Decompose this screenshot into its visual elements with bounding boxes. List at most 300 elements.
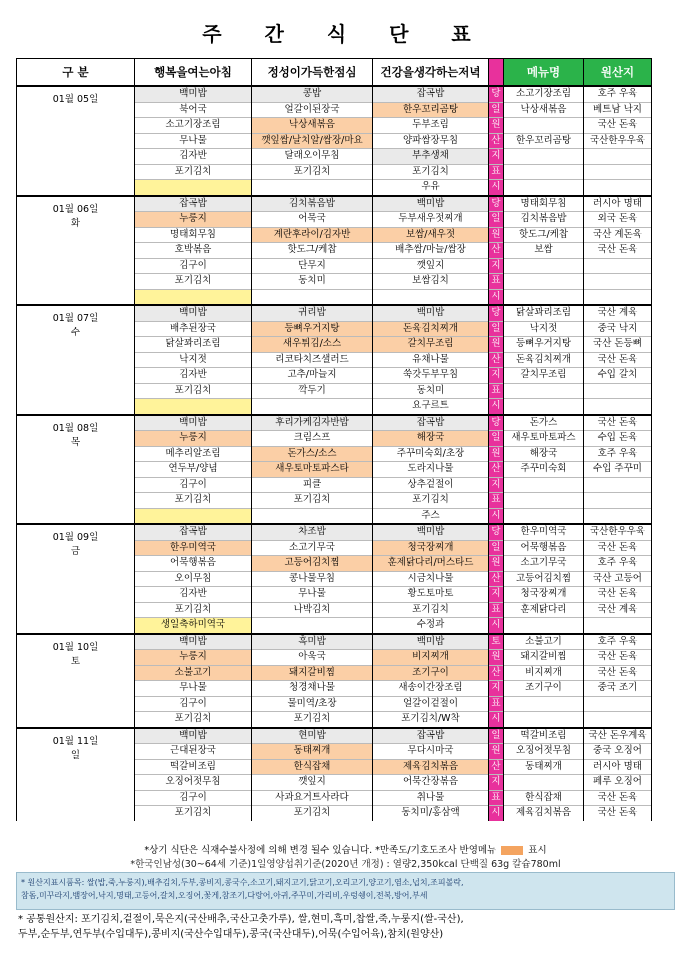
breakfast-item: 포기김치	[135, 383, 252, 399]
breakfast-item: 떡갈비조림	[135, 759, 252, 775]
breakfast-item: 잡곡밥	[135, 196, 252, 212]
day-date: 01월 10일	[52, 641, 99, 653]
origin-country: 국산 돈육	[584, 540, 652, 556]
origin-country: 수입 갈치	[584, 368, 652, 384]
origin-country	[584, 164, 652, 180]
dinner-item: 보쌈김치	[373, 274, 489, 290]
lunch-item: 새우튀김/소스	[252, 337, 373, 353]
side-label: 시	[489, 289, 504, 305]
side-label: 지	[489, 258, 504, 274]
dinner-item: 배추쌈/마늘/쌈장	[373, 243, 489, 259]
origin-country: 국산 계육	[584, 305, 652, 321]
dinner-item: 쑥갓두부무침	[373, 368, 489, 384]
side-label: 일	[489, 102, 504, 118]
header-dinner: 건강을생각하는저녁	[373, 59, 489, 87]
lunch-item: 동치미	[252, 274, 373, 290]
origin-country: 국산한우우육	[584, 524, 652, 540]
origin-menu-name	[504, 775, 584, 791]
lunch-item	[252, 618, 373, 634]
origin-menu-name: 한식잡채	[504, 790, 584, 806]
lunch-item: 새우토마토파스타	[252, 462, 373, 478]
breakfast-item: 북어국	[135, 102, 252, 118]
origin-menu-name: 핫도그/케찹	[504, 227, 584, 243]
day-date-cell	[17, 415, 135, 525]
origin-menu-name: 훈제닭다리	[504, 602, 584, 618]
breakfast-item: 포기김치	[135, 164, 252, 180]
lunch-item: 콩밥	[252, 86, 373, 102]
breakfast-item: 김구이	[135, 258, 252, 274]
dinner-item: 제육김치볶음	[373, 759, 489, 775]
lunch-item: 후리가케김자반밥	[252, 415, 373, 431]
side-label: 원	[489, 337, 504, 353]
side-label: 원	[489, 118, 504, 134]
breakfast-item: 김구이	[135, 696, 252, 712]
breakfast-item: 생일축하미역국	[135, 618, 252, 634]
lunch-item: 어묵국	[252, 212, 373, 228]
side-label: 산	[489, 133, 504, 149]
dinner-item: 깻잎지	[373, 258, 489, 274]
lunch-item: 나박김치	[252, 602, 373, 618]
origin-menu-name: 낙지젓	[504, 321, 584, 337]
origin-menu-name: 청국장찌개	[504, 587, 584, 603]
lunch-item: 피클	[252, 477, 373, 493]
side-label: 지	[489, 681, 504, 697]
breakfast-item: 호박볶음	[135, 243, 252, 259]
dinner-item: 비지찌개	[373, 650, 489, 666]
origin-country	[584, 383, 652, 399]
breakfast-item: 백미밥	[135, 415, 252, 431]
origin-country: 호주 우육	[584, 86, 652, 102]
origin-country	[584, 258, 652, 274]
lunch-item: 얼갈이된장국	[252, 102, 373, 118]
origin-menu-name: 제육김치볶음	[504, 806, 584, 821]
origin-country: 국산 계돈육	[584, 227, 652, 243]
side-label: 시	[489, 806, 504, 821]
lunch-item	[252, 180, 373, 196]
breakfast-item	[135, 180, 252, 196]
side-label: 원	[489, 556, 504, 572]
breakfast-item: 무나물	[135, 133, 252, 149]
side-label: 일	[489, 728, 504, 744]
origin-country	[584, 180, 652, 196]
common-origin-line-2: 두부,순두부,연두부(수입대두),콩비지(국산수입대두),콩국(국산대두),어묵(수입어육),참치(원양산)	[18, 929, 444, 940]
origin-menu-name: 돈가스	[504, 415, 584, 431]
header-lunch: 정성이가득한점심	[252, 59, 373, 87]
breakfast-item: 한우미역국	[135, 540, 252, 556]
origin-country: 중국 조기	[584, 681, 652, 697]
breakfast-item: 잡곡밥	[135, 524, 252, 540]
breakfast-item: 포기김치	[135, 712, 252, 728]
dinner-item: 한우꼬리곰탕	[373, 102, 489, 118]
lunch-item: 현미밥	[252, 728, 373, 744]
lunch-item	[252, 399, 373, 415]
breakfast-item: 포기김치	[135, 274, 252, 290]
side-label: 원	[489, 650, 504, 666]
day-date: 01월 05일	[52, 94, 99, 105]
origin-menu-name	[504, 477, 584, 493]
breakfast-item: 명태회무침	[135, 227, 252, 243]
origin-country: 호주 우육	[584, 556, 652, 572]
origin-country: 호주 우육	[584, 446, 652, 462]
breakfast-item: 백미밥	[135, 86, 252, 102]
origin-country	[584, 289, 652, 305]
origin-menu-name: 낙상새볶음	[504, 102, 584, 118]
dinner-item: 조기구이	[373, 665, 489, 681]
table-row	[17, 524, 652, 540]
page-title: 주 간 식 단 표	[202, 22, 489, 46]
dinner-item: 갈치무조림	[373, 337, 489, 353]
weekly-menu-table	[16, 58, 652, 821]
day-date-cell	[17, 634, 135, 728]
dinner-item: 수정과	[373, 618, 489, 634]
header-origin: 원산지	[584, 59, 652, 87]
dinner-item: 부추생채	[373, 149, 489, 165]
origin-country: 중국 오징어	[584, 744, 652, 760]
side-label: 산	[489, 243, 504, 259]
dinner-item: 포기김치	[373, 493, 489, 509]
day-weekday: 목	[70, 436, 81, 448]
origin-menu-name	[504, 274, 584, 290]
day-date: 01월 07일	[52, 313, 99, 324]
day-date: 01월 08일	[52, 422, 99, 434]
side-label: 시	[489, 508, 504, 524]
breakfast-item: 김자반	[135, 368, 252, 384]
side-label: 원	[489, 446, 504, 462]
origin-items-line-1: * 원산지표시품목: 쌀(밥,죽,누룽지),배추김치,두부,콩비지,콩국수,소고기,돼지고기,닭고기,오리고기,양고기,염소,넙치,조피볼락,	[21, 878, 464, 887]
side-label: 일	[489, 212, 504, 228]
lunch-item: 달래오이무침	[252, 149, 373, 165]
side-label: 산	[489, 759, 504, 775]
origin-country	[584, 712, 652, 728]
lunch-item: 깍두기	[252, 383, 373, 399]
origin-country: 국산 돈육	[584, 790, 652, 806]
side-label: 지	[489, 775, 504, 791]
origin-menu-name	[504, 118, 584, 134]
origin-menu-name	[504, 618, 584, 634]
side-label: 시	[489, 618, 504, 634]
breakfast-item: 포기김치	[135, 602, 252, 618]
dinner-item: 보쌈/새우젓	[373, 227, 489, 243]
side-label: 지	[489, 587, 504, 603]
origin-country: 국산 돈육	[584, 118, 652, 134]
origin-country: 중국 낙지	[584, 321, 652, 337]
origin-menu-name: 오징어젓무침	[504, 744, 584, 760]
origin-menu-name	[504, 289, 584, 305]
lunch-item: 아욱국	[252, 650, 373, 666]
breakfast-item: 김구이	[135, 790, 252, 806]
breakfast-item: 백미밥	[135, 634, 252, 650]
lunch-item	[252, 289, 373, 305]
origin-country	[584, 149, 652, 165]
origin-menu-name: 한우미역국	[504, 524, 584, 540]
origin-country	[584, 274, 652, 290]
dinner-item: 포기김치/W착	[373, 712, 489, 728]
side-label: 표	[489, 602, 504, 618]
change-notice-text: *상기 식단은 식재수불사정에 의해 변경 될수 있습니다. *만족도/기호도조사 반영메뉴	[144, 845, 497, 856]
breakfast-item: 근대된장국	[135, 744, 252, 760]
side-label: 표	[489, 164, 504, 180]
breakfast-item: 누룽지	[135, 212, 252, 228]
lunch-item: 무나물	[252, 587, 373, 603]
dinner-item: 돈육김치찌개	[373, 321, 489, 337]
origin-menu-name: 돈육김치찌개	[504, 352, 584, 368]
origin-country: 베트남 낙지	[584, 102, 652, 118]
lunch-item: 고등어김치찜	[252, 556, 373, 572]
lunch-item: 리코타치즈샐러드	[252, 352, 373, 368]
dinner-item: 주스	[373, 508, 489, 524]
lunch-item: 소고기무국	[252, 540, 373, 556]
breakfast-item: 소고기장조림	[135, 118, 252, 134]
origin-menu-name: 닭살꽈리조림	[504, 305, 584, 321]
dinner-item: 동치미/홍삼액	[373, 806, 489, 821]
dinner-item: 시금치나물	[373, 571, 489, 587]
lunch-item: 깻잎지	[252, 775, 373, 791]
origin-country: 호주 우육	[584, 634, 652, 650]
lunch-item: 돈가스/소스	[252, 446, 373, 462]
origin-country: 페루 오징어	[584, 775, 652, 791]
origin-menu-name: 보쌈	[504, 243, 584, 259]
dinner-item: 백미밥	[373, 196, 489, 212]
day-date: 01월 11일	[52, 735, 99, 747]
breakfast-item: 오이무침	[135, 571, 252, 587]
origin-menu-name	[504, 399, 584, 415]
table-row	[17, 305, 652, 321]
lunch-item: 핫도그/케찹	[252, 243, 373, 259]
day-date-cell	[17, 196, 135, 306]
lunch-item: 동태찌개	[252, 744, 373, 760]
side-label: 당	[489, 305, 504, 321]
origin-menu-name: 조기구이	[504, 681, 584, 697]
origin-country: 러시아 명태	[584, 759, 652, 775]
lunch-item: 깻잎쌈/날치알/쌈장/마요	[252, 133, 373, 149]
day-weekday: 수	[70, 327, 81, 338]
side-label: 시	[489, 712, 504, 728]
lunch-item: 사과요거트사라다	[252, 790, 373, 806]
footnote-nutrition: *한국인남성(30~64세 기준)1일영양섭취기준(2020년 개정) : 열량2,350kcal 단백질 63g 칼슘780ml	[130, 859, 561, 870]
dinner-item: 어묵간장볶음	[373, 775, 489, 791]
side-label: 당	[489, 524, 504, 540]
origin-menu-name	[504, 258, 584, 274]
lunch-item: 한식잡채	[252, 759, 373, 775]
origin-country: 국산 고등어	[584, 571, 652, 587]
lunch-item: 등뼈우거지탕	[252, 321, 373, 337]
origin-menu-name: 새우토마토파스	[504, 431, 584, 447]
side-label: 일	[489, 540, 504, 556]
dinner-item: 양파쌈장무침	[373, 133, 489, 149]
breakfast-item: 메추리알조림	[135, 446, 252, 462]
day-date-cell	[17, 524, 135, 634]
origin-menu-name: 소고기무국	[504, 556, 584, 572]
common-origin-line-1: * 공통원산지: 포기김치,겉절이,묵은지(국산배추,국산고춧가루), 쌀,현미,흑미,찹쌀,죽,누룽지(쌀-국산),	[18, 914, 464, 925]
lunch-item: 낙상새볶음	[252, 118, 373, 134]
origin-menu-name	[504, 696, 584, 712]
origin-country: 수입 돈육	[584, 431, 652, 447]
dinner-item: 새송이간장조림	[373, 681, 489, 697]
origin-country: 국산 돈육	[584, 243, 652, 259]
dinner-item: 도라지나물	[373, 462, 489, 478]
dinner-item: 동치미	[373, 383, 489, 399]
lunch-item: 물미역/초장	[252, 696, 373, 712]
origin-menu-name	[504, 164, 584, 180]
origin-items-line-2: 참돔,미꾸라지,뱀장어,낙지,명태,고등어,갈치,오징어,꽃게,참조기,다랑어,아귀,주꾸미,가리비,우렁쉥이,전복,방어,부세	[21, 891, 428, 900]
origin-country: 국산 돈우계육	[584, 728, 652, 744]
breakfast-item: 낙지젓	[135, 352, 252, 368]
origin-country: 국산 돈육	[584, 352, 652, 368]
dinner-item: 잡곡밥	[373, 415, 489, 431]
dinner-item: 청국장찌개	[373, 540, 489, 556]
table-row	[17, 415, 652, 431]
lunch-item: 김치볶음밥	[252, 196, 373, 212]
dinner-item: 황도토마토	[373, 587, 489, 603]
side-label: 산	[489, 571, 504, 587]
origin-menu-name: 주꾸미숙회	[504, 462, 584, 478]
day-date-cell	[17, 305, 135, 415]
day-date: 01월 09일	[52, 532, 99, 543]
dinner-item: 두부새우젓찌개	[373, 212, 489, 228]
origin-country	[584, 493, 652, 509]
side-label: 원	[489, 744, 504, 760]
dinner-item: 취나물	[373, 790, 489, 806]
side-label: 지	[489, 368, 504, 384]
lunch-item: 크림스프	[252, 431, 373, 447]
origin-menu-name	[504, 508, 584, 524]
dinner-item: 잡곡밥	[373, 86, 489, 102]
menu-body	[17, 86, 652, 821]
side-label: 표	[489, 274, 504, 290]
origin-country: 국산 돈육	[584, 650, 652, 666]
origin-country: 국산 돈등뼈	[584, 337, 652, 353]
origin-menu-name: 해장국	[504, 446, 584, 462]
table-row	[17, 196, 652, 212]
lunch-item: 포기김치	[252, 493, 373, 509]
dinner-item: 백미밥	[373, 634, 489, 650]
dinner-item: 유채나물	[373, 352, 489, 368]
side-label: 지	[489, 149, 504, 165]
dinner-item: 잡곡밥	[373, 728, 489, 744]
origin-menu-name: 떡갈비조림	[504, 728, 584, 744]
side-label: 당	[489, 415, 504, 431]
side-label: 시	[489, 399, 504, 415]
origin-country: 국산 계육	[584, 602, 652, 618]
breakfast-item: 누룽지	[135, 650, 252, 666]
side-label: 산	[489, 462, 504, 478]
side-label: 표	[489, 790, 504, 806]
side-label: 지	[489, 477, 504, 493]
origin-menu-name	[504, 180, 584, 196]
dinner-item: 백미밥	[373, 305, 489, 321]
breakfast-item: 소불고기	[135, 665, 252, 681]
origin-country	[584, 618, 652, 634]
lunch-item: 단무지	[252, 258, 373, 274]
dinner-item: 해장국	[373, 431, 489, 447]
breakfast-item	[135, 399, 252, 415]
footnote-change-notice	[16, 842, 675, 856]
day-weekday: 일	[70, 749, 81, 761]
lunch-item: 청경채나물	[252, 681, 373, 697]
breakfast-item: 백미밥	[135, 305, 252, 321]
side-label: 산	[489, 352, 504, 368]
dinner-item: 두부조림	[373, 118, 489, 134]
side-label: 당	[489, 86, 504, 102]
origin-menu-name: 돼지갈비찜	[504, 650, 584, 666]
dinner-item: 주꾸미숙회/초장	[373, 446, 489, 462]
side-label: 표	[489, 383, 504, 399]
dinner-item	[373, 289, 489, 305]
breakfast-item: 김자반	[135, 149, 252, 165]
legend-label: 표시	[528, 845, 547, 856]
lunch-item: 포기김치	[252, 712, 373, 728]
lunch-item: 흑미밥	[252, 634, 373, 650]
lunch-item: 계란후라이/김자반	[252, 227, 373, 243]
common-origin-note	[16, 912, 677, 942]
legend-swatch	[501, 846, 523, 855]
side-label: 일	[489, 321, 504, 337]
origin-menu-name: 등뼈우거지탕	[504, 337, 584, 353]
lunch-item: 차조밥	[252, 524, 373, 540]
lunch-item	[252, 508, 373, 524]
origin-country: 국산 돈육	[584, 415, 652, 431]
dinner-item: 백미밥	[373, 524, 489, 540]
origin-menu-name: 어묵행볶음	[504, 540, 584, 556]
origin-country: 국산 돈육	[584, 806, 652, 821]
lunch-item: 포기김치	[252, 806, 373, 821]
origin-menu-name: 비지찌개	[504, 665, 584, 681]
breakfast-item: 무나물	[135, 681, 252, 697]
breakfast-item: 김자반	[135, 587, 252, 603]
breakfast-item: 백미밥	[135, 728, 252, 744]
origin-menu-name: 한우꼬리곰탕	[504, 133, 584, 149]
day-weekday: 화	[70, 217, 81, 229]
breakfast-item: 포기김치	[135, 806, 252, 821]
dinner-item: 우유	[373, 180, 489, 196]
dinner-item: 훈제닭다리/머스타드	[373, 556, 489, 572]
breakfast-item: 김구이	[135, 477, 252, 493]
lunch-item: 포기김치	[252, 164, 373, 180]
breakfast-item: 배추된장국	[135, 321, 252, 337]
table-header-row	[17, 59, 652, 87]
table-row	[17, 728, 652, 744]
side-label: 표	[489, 696, 504, 712]
origin-menu-name	[504, 383, 584, 399]
origin-country: 국산 돈육	[584, 587, 652, 603]
dinner-item: 포기김치	[373, 164, 489, 180]
origin-menu-name: 명태회무침	[504, 196, 584, 212]
header-menu-name: 메뉴명	[504, 59, 584, 87]
dinner-item: 무다시마국	[373, 744, 489, 760]
lunch-item: 귀리밥	[252, 305, 373, 321]
origin-menu-name: 소고기장조림	[504, 86, 584, 102]
origin-country: 러시아 명태	[584, 196, 652, 212]
table-row	[17, 634, 652, 650]
breakfast-item: 닭살꽈리조림	[135, 337, 252, 353]
origin-country	[584, 696, 652, 712]
origin-items-box	[16, 872, 675, 910]
breakfast-item: 연두부/양념	[135, 462, 252, 478]
origin-menu-name	[504, 493, 584, 509]
day-date-cell	[17, 86, 135, 196]
origin-menu-name: 고등어김치찜	[504, 571, 584, 587]
day-date: 01월 06일	[52, 203, 99, 215]
origin-country	[584, 477, 652, 493]
origin-menu-name: 갈치무조림	[504, 368, 584, 384]
origin-country	[584, 508, 652, 524]
table-row	[17, 86, 652, 102]
side-label: 산	[489, 665, 504, 681]
side-label: 당	[489, 196, 504, 212]
lunch-item: 돼지갈비찜	[252, 665, 373, 681]
dinner-item: 요구르트	[373, 399, 489, 415]
origin-menu-name: 동태찌개	[504, 759, 584, 775]
